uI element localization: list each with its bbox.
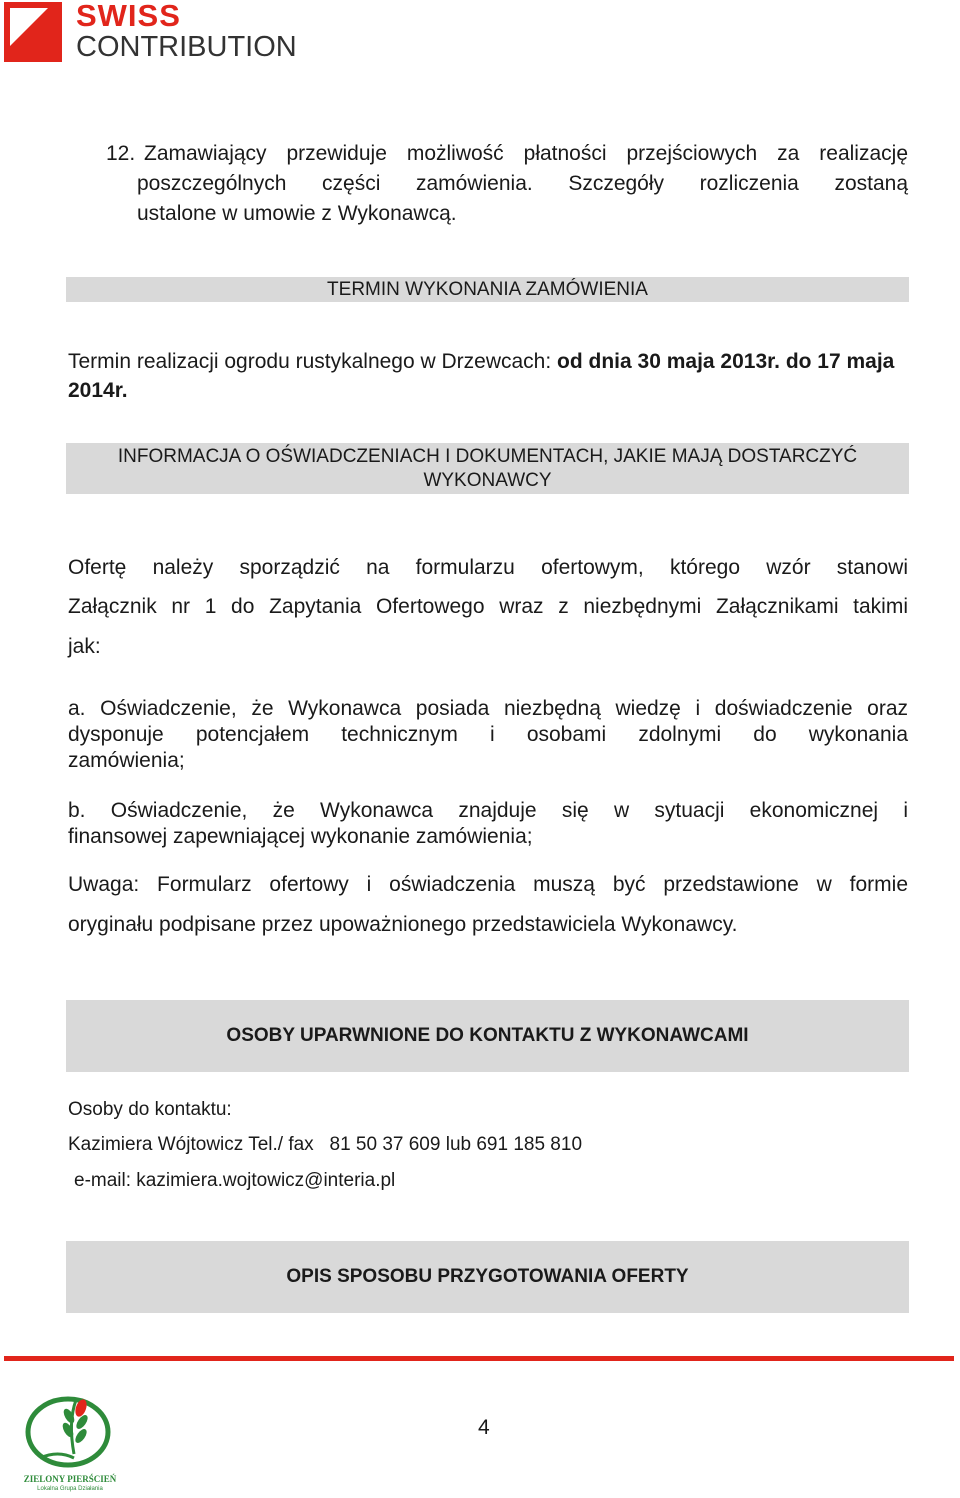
item-b-line1: b. Oświadczenie, że Wykonawca znajduje się w sytuacji ekonomicznej i xyxy=(68,799,908,822)
kontakt-email[interactable]: e-mail: kazimiera.wojtowicz@interia.pl xyxy=(74,1170,396,1191)
page-number: 4 xyxy=(478,1416,490,1439)
brand-swiss: SWISS xyxy=(76,0,181,33)
intro-line2: Załącznik nr 1 do Zapytania Ofertowego wraz z niezbędnymi Załącznikami takimi xyxy=(68,595,908,618)
termin-line2: 2014r. xyxy=(68,379,128,402)
logo-text: ZIELONY PIERŚCIEŃ xyxy=(23,1474,117,1484)
termin-line1-dates: od dnia 30 maja 2013r. do 17 maja xyxy=(557,350,895,373)
item-a-line1: a. Oświadczenie, że Wykonawca posiada niezbędną wiedzę i doświadczenie oraz xyxy=(68,697,908,720)
swiss-contribution-logo-mark xyxy=(4,2,62,62)
intro-line3: jak: xyxy=(68,635,101,658)
brand-contribution: CONTRIBUTION xyxy=(76,31,297,63)
kontakt-person: Kazimiera Wójtowicz Tel./ fax 81 50 37 609 lub 691 185 810 xyxy=(68,1134,583,1155)
item12-line3: ustalone w umowie z Wykonawcą. xyxy=(137,202,457,225)
item-a-line3: zamówienia; xyxy=(68,749,185,772)
logo-subtext: Lokalna Grupa Działania xyxy=(37,1486,103,1492)
termin-line1 xyxy=(68,347,908,377)
informacja-heading-line2: WYKONAWCY xyxy=(423,470,552,491)
item12-line2: poszczególnych części zamówienia. Szczegóły rozliczenia zostaną xyxy=(137,172,908,195)
item-b-line2: finansowej zapewniającej wykonanie zamówienia; xyxy=(68,825,533,848)
footer-divider xyxy=(4,1356,954,1361)
termin-heading: TERMIN WYKONANIA ZAMÓWIENIA xyxy=(327,279,648,300)
item-a-line2: dysponuje potencjałem technicznym i osobami zdolnymi do wykonania xyxy=(68,723,908,746)
termin-line1-normal: Termin realizacji ogrodu rustykalnego w Drzewcach: xyxy=(68,350,558,373)
informacja-heading-line1: INFORMACJA O OŚWIADCZENIACH I DOKUMENTACH, JAKIE MAJĄ DOSTARCZYĆ xyxy=(117,446,858,467)
item12-line1: Zamawiający przewiduje możliwość płatności przejściowych za realizację xyxy=(144,142,908,165)
kontakt-heading: OSOBY UPARWNIONE DO KONTAKTU Z WYKONAWCAMI xyxy=(226,1025,749,1046)
uwaga-line2: oryginału podpisane przez upoważnionego przedstawiciela Wykonawcy. xyxy=(68,913,738,936)
item12-number: 12. xyxy=(106,142,136,165)
intro-line1: Ofertę należy sporządzić na formularzu ofertowym, którego wzór stanowi xyxy=(68,556,908,579)
opis-heading: OPIS SPOSOBU PRZYGOTOWANIA OFERTY xyxy=(286,1266,689,1287)
kontakt-label: Osoby do kontaktu: xyxy=(68,1099,232,1120)
uwaga-line1: Uwaga: Formularz ofertowy i oświadczenia muszą być przedstawione w formie xyxy=(68,873,908,896)
